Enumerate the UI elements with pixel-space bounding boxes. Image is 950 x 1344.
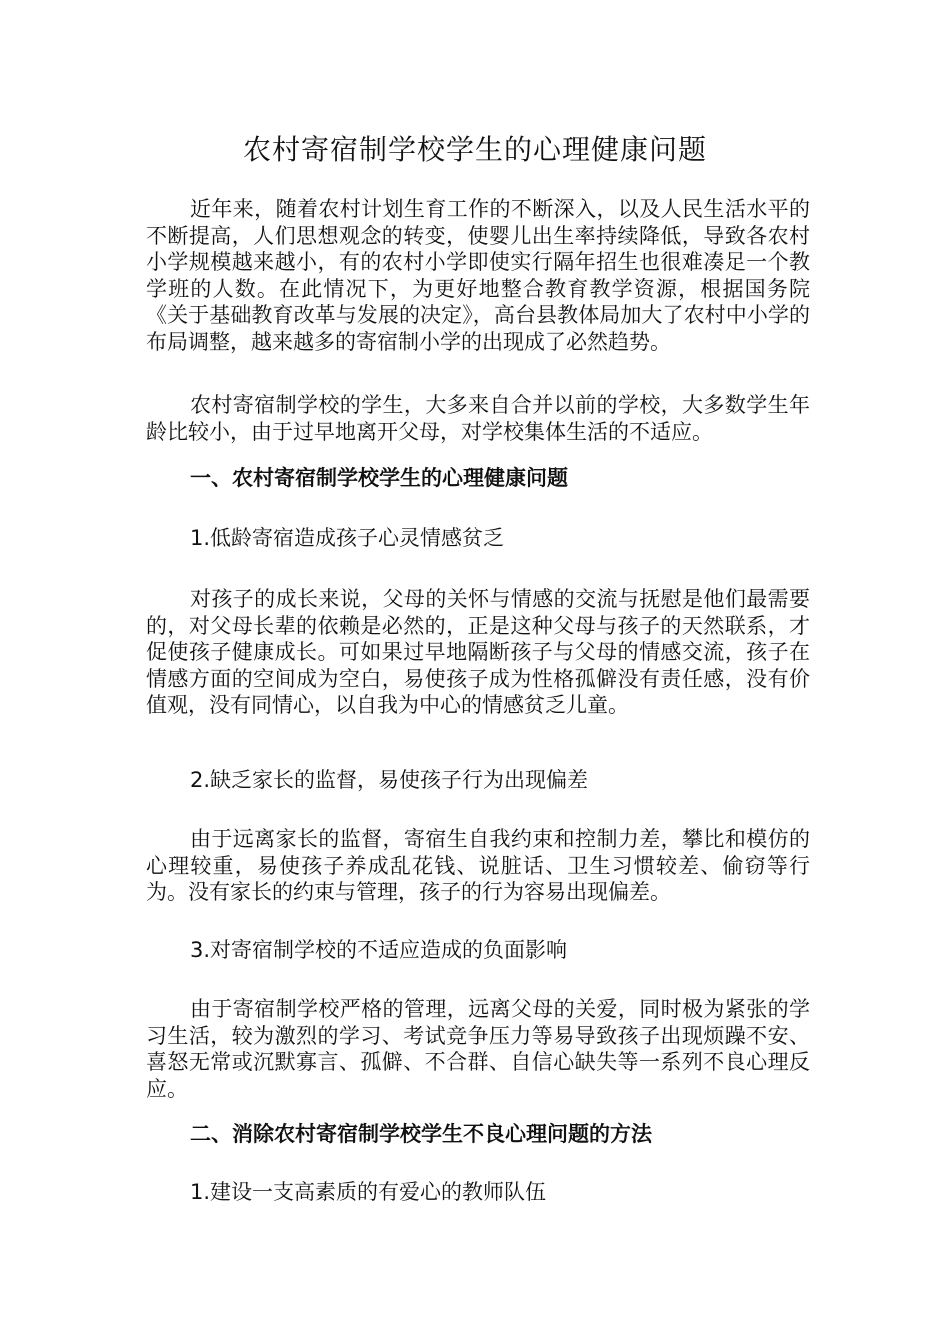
section-2-heading: 二、消除农村寄宿制学校学生不良心理问题的方法 xyxy=(190,1122,652,1146)
section-1-item-2-heading: 2.缺乏家长的监督，易使孩子行为出现偏差 xyxy=(190,768,589,792)
section-1-item-2-body: 由于远离家长的监督，寄宿生自我约束和控制力差，攀比和模仿的心理较重，易使孩子养成乱花钱、说脏话、卫生习惯较差、偷窃等行为。没有家长的约束与管理，孩子的行为容易出现偏差。 xyxy=(146,827,810,904)
section-1-item-3-body: 由于寄宿制学校严格的管理，远离父母的关爱，同时极为紧张的学习生活，较为激烈的学习、考试竞争压力等易导致孩子出现烦躁不安、喜怒无常或沉默寡言、孤僻、不合群、自信心缺失等一系列不良心理反应。 xyxy=(146,997,810,1101)
section-1-heading: 一、农村寄宿制学校学生的心理健康问题 xyxy=(190,466,568,490)
section-1-item-1-heading: 1.低龄寄宿造成孩子心灵情感贫乏 xyxy=(190,526,505,550)
section-1-item-1-body: 对孩子的成长来说，父母的关怀与情感的交流与抚慰是他们最需要的，对父母长辈的依赖是必然的，正是这种父母与孩子的天然联系，才促使孩子健康成长。可如果过早地隔断孩子与父母的情感交流，孩子在情感方面的空间成为空白，易使孩子成为性格孤僻没有责任感，没有价值观，没有同情心，以自我为中心的情感贫乏儿童。 xyxy=(146,587,810,717)
section-2-item-1-heading: 1.建设一支高素质的有爱心的教师队伍 xyxy=(190,1180,547,1204)
section-1-item-3-heading: 3.对寄宿制学校的不适应造成的负面影响 xyxy=(190,938,568,962)
intro-paragraph-2: 农村寄宿制学校的学生，大多来自合并以前的学校，大多数学生年龄比较小，由于过早地离开父母，对学校集体生活的不适应。 xyxy=(146,393,810,444)
intro-paragraph-1: 近年来，随着农村计划生育工作的不断深入，以及人民生活水平的不断提高，人们思想观念的转变，使婴儿出生率持续降低，导致各农村小学规模越来越小，有的农村小学即使实行隔年招生也很难凑足一个教学班的人数。在此情况下，为更好地整合教育教学资源，根据国务院《关于基础教育改革与发展的决定》，高台县教体局加大了农村中小学的布局调整，越来越多的寄宿制小学的出现成了必然趋势。 xyxy=(146,197,810,354)
document-title: 农村寄宿制学校学生的心理健康问题 xyxy=(242,133,707,166)
